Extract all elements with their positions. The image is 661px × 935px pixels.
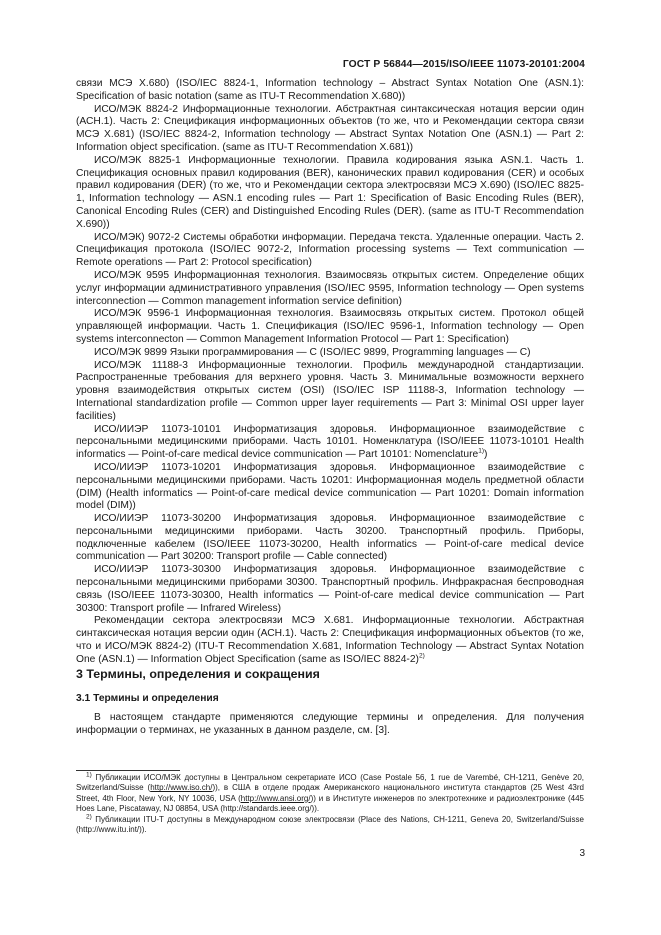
paragraph: ИСО/ИИЭР 11073-30200 Информатизация здоровья. Информационное взаимодействие с персональными медицинскими приборами. Часть 30200. Транспортный профиль. Приборы, подключенные кабелем (ISO/IEEE 11073-30200, Health informatics — Point-of-care medical device communication — Part 30200: Transport profile — Cable connected)	[76, 513, 584, 563]
paragraph: связи МСЭ X.680) (ISO/IEC 8824-1, Information technology – Abstract Syntax Notation One (ASN.1): Specification of basic notation (same as ITU-T Recommendation X.680))	[76, 78, 584, 102]
paragraph: ИСО/МЭК 9595 Информационная технология. Взаимосвязь открытых систем. Определение общих услуг информации административного управления (ISO/IEC 9595, Information technology — Open systems interconnection — Common management information service definition)	[76, 269, 584, 307]
footnote-1	[76, 773, 584, 815]
footnote-text: )) и в Институте инженеров по электротехнике и радиоэлектронике (445 Hoes Lane, Piscataway, NJ 08854, USA (http://standards.ieee.org/)).	[76, 793, 584, 814]
footnote-ref[interactable]: 2)	[418, 652, 425, 660]
footnote-text: Публикации ITU-T доступны в Международном союзе электросвязи (Place des Nations, CH-1211, Geneva 20, Switzerland/Suisse (http://www.itu.int/)).	[76, 814, 584, 835]
footnotes	[76, 773, 584, 835]
paragraph: ИСО/МЭК 11188-3 Информационные технологии. Профиль международной стандартизации. Распространенные требования для верхнего уровня. Часть 3. Минимальные возможности верхнего уровня взаимодействия открытых систем (OSI) (ISO/IEC ISP 11188-3, Information technology — International standardization profile — Common upper layer requirements — Part 3: Minimal OSI upper layer facilities)	[76, 359, 584, 422]
footnote-mark: 1)	[86, 771, 92, 779]
paragraph-text: Рекомендации сектора электросвязи МСЭ X.681. Информационные технологии. Абстрактная синтаксическая нотация версии один (АСН.1). Часть 2: Спецификация информационных объектов (то же, что и ИСО/МЭК 8824-2) (ITU-T Recommendation X.681, Information Technology — Abstract Syntax Notation One (ASN.1) — Information Object Specification (same as ISO/IEC 8824-2)	[76, 615, 584, 665]
section-title: 3 Термины, определения и сокращения	[76, 667, 320, 681]
paragraph: ИСО/МЭК 9596-1 Информационная технология. Взаимосвязь открытых систем. Протокол общей управляющей информации. Часть 1. Спецификация (ISO/IEC 9596-1, Information technology — Open systems interconnecton — Common Management Information Protocol — Part 1: Specification)	[76, 308, 584, 345]
paragraph: ИСО/ИИЭР 11073-30300 Информатизация здоровья. Информационное взаимодействие с персональными медицинскими приборами 30300. Транспортный профиль. Инфракрасная беспроводная связь (ISO/IEEE 11073-30300, Health informatics — Point-of-care medical device communication — Part 30300: Transport profile — Infrared Wireless)	[76, 564, 584, 614]
page-number: 3	[579, 848, 585, 859]
paragraph-text: ИСО/ИИЭР 11073-10101 Информатизация здоровья. Информационное взаимодействие с персональными медицинскими приборами. Часть 10101. Номенклатура (ISO/IEEE 11073-10101 Health informatics — Point-of-care medical device communication — Part 10101: Nomenclature	[76, 423, 584, 461]
section-intro	[76, 712, 584, 738]
footnote-2	[76, 812, 584, 836]
standard-header: ГОСТ Р 56844—2015/ISO/IEEE 11073-20101:2004	[342, 59, 585, 70]
footnote-ref[interactable]: 1)	[478, 447, 484, 455]
paragraph: ИСО/МЭК 9899 Языки программирования — С (ISO/IEC 9899, Programming languages — C)	[94, 346, 531, 358]
paragraph-tail: )	[483, 449, 488, 461]
intro-paragraph: В настоящем стандарте применяются следующие термины и определения. Для получения информации о терминах, не указанных в данном разделе, см. [3].	[76, 712, 584, 736]
iso-link[interactable]: http://www.iso.ch/	[150, 783, 213, 793]
footnote-mark: 2)	[86, 812, 92, 820]
paragraph-with-footnote	[76, 615, 584, 666]
paragraph-with-footnote	[76, 424, 584, 462]
ansi-link[interactable]: http://www.ansi.org/	[240, 793, 311, 803]
paragraph: ИСО/МЭК) 9072-2 Системы обработки информации. Передача текста. Удаленные операции. Часть 2. Спецификация протокола (ISO/IEC 9072-2, Information processing systems — Text communication — Remote operations — Part 2: Protocol specification)	[76, 231, 584, 269]
paragraph: ИСО/МЭК 8825-1 Информационные технологии. Правила кодирования языка ASN.1. Часть 1. Спецификация основных правил кодирования (BER), канонических правил кодирования (CER) и особых правил кодирования (DER) (то же, что и Рекомендации сектора электросвязи МСЭ X.690) (ISO/IEC 8825-1, Information technology — ASN.1 encoding rules — Part 1: Specification of Basic Encoding Rules (BER), Canonical Encoding Rules (CER) and Distinguished Encoding Rules (DER). (same as ITU-T Recommendation X.690))	[76, 154, 584, 230]
footnote-text: Публикации ИСО/МЭК доступны в Центральном секретариате ИСО (Case Postale 56, 1 rue de Varembé, CH-1211, Genève 20, Switzerland/Suisse (	[76, 773, 584, 793]
subsection-title: 3.1 Термины и определения	[76, 693, 219, 704]
paragraph: ИСО/ИИЭР 11073-10201 Информатизация здоровья. Информационное взаимодействие с персональными медицинскими приборами. Часть 10201: Информационная модель предметной области (DIM) (Health informatics — Point-of-care medical device communication — Part 10201: Domain information model (DIM))	[76, 461, 584, 512]
paragraph: ИСО/МЭК 8824-2 Информационные технологии. Абстрактная синтаксическая нотация версии один (АСН.1). Часть 2: Спецификация информационных объектов (то же, что и Рекомендации сектора связи МСЭ X.681) (ISO/IEC 8824-2, Information technology — Abstract Syntax Notation One (ASN.1) — Part 2: Information object specification. (same as ITU-T Recommendation X.681))	[76, 103, 584, 153]
references-body	[76, 78, 584, 667]
footnote-text: )), в США в отделе продаж Американского национального института стандартов (25 West 43rd Street, 4th Floor, New York, NY 10036, USA (	[76, 783, 584, 803]
